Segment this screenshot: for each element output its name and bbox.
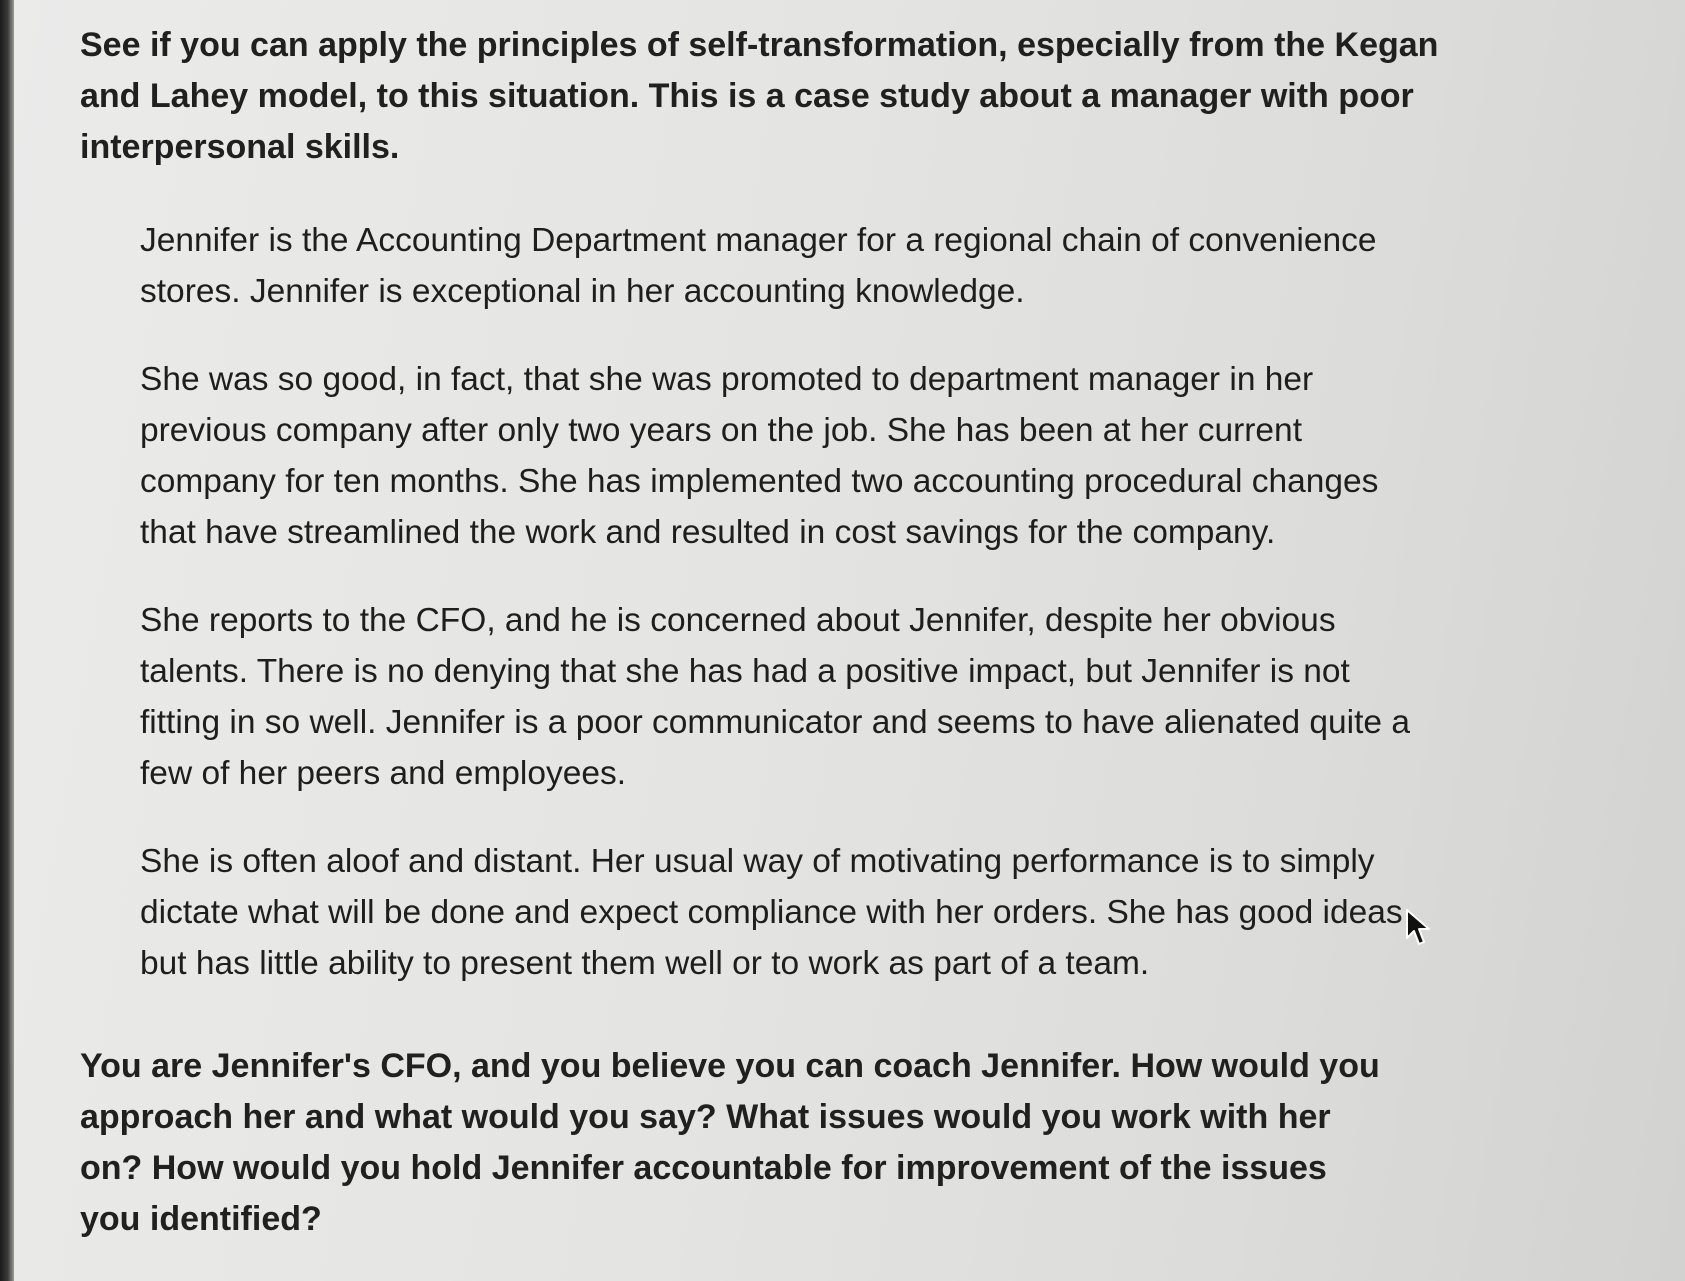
assignment-intro: See if you can apply the principles of self-transformation, especially from the Kegan and Lahey model, to this situation. This is a case study about a manager with poor interpersonal skills. [80,26,1439,166]
case-study-block [140,215,1420,989]
screen-bezel-edge [0,0,14,1281]
case-paragraph-2: She was so good, in fact, that she was promoted to department manager in her previous company after only two years on the job. She has been at her current company for ten months. She has implemented two accounting procedural changes that have streamlined the work and resulted in cost savings for the company. [140,361,1379,551]
case-paragraph-4: She is often aloof and distant. Her usual way of motivating performance is to simply dictate what will be done and expect compliance with her orders. She has good ideas but has little ability to present them well or to work as part of a team. [140,843,1403,982]
mouse-pointer-icon [1405,908,1433,950]
assignment-content [80,20,1460,1245]
case-paragraph-1: Jennifer is the Accounting Department manager for a regional chain of convenience stores. Jennifer is exceptional in her accounting knowledge. [140,222,1377,310]
case-paragraph-3: She reports to the CFO, and he is concerned about Jennifer, despite her obvious talents. There is no denying that she has had a positive impact, but Jennifer is not fitting in so well. Jennifer is a poor communicator and seems to have alienated quite a few of her peers and employees. [140,602,1410,792]
assignment-question: You are Jennifer's CFO, and you believe you can coach Jennifer. How would you approach her and what would you say? What issues would you work with her on? How would you hold Jennifer accountable for improvement of the issues you identified? [80,1047,1380,1238]
